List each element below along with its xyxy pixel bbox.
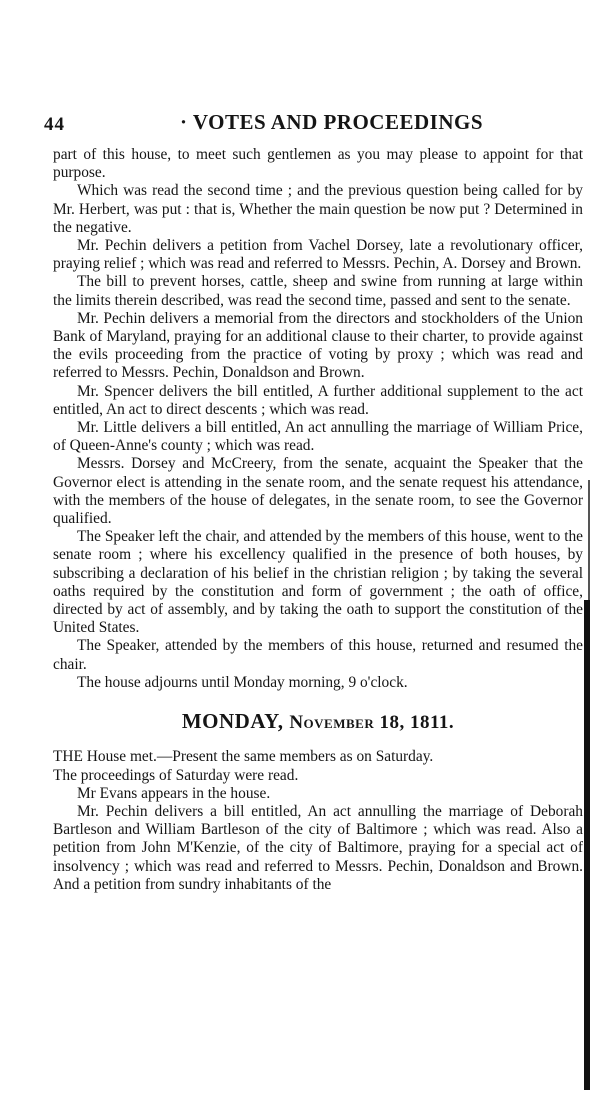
running-head: · VOTES AND PROCEEDINGS — [180, 110, 484, 134]
paragraph: Mr. Spencer delivers the bill entitled, A further additional supplement to the act entitled, An act to direct descents ; which was read. — [53, 382, 583, 418]
paragraph: The Speaker, attended by the members of this house, returned and resumed the chair. — [53, 637, 583, 673]
paragraph: Mr. Pechin delivers a petition from Vachel Dorsey, late a revolutionary officer, praying relief ; which was read and referred to Messrs. Pechin, A. Dorsey and Brown. — [53, 237, 583, 273]
paragraph: part of this house, to meet such gentlemen as you may please to appoint for that purpose. — [53, 146, 583, 182]
body-text — [53, 146, 583, 894]
page-edge-shadow — [588, 480, 590, 600]
paragraph: Mr. Pechin delivers a bill entitled, An act annulling the marriage of Deborah Bartleson and William Bartleson of the city of Baltimore ; which was read. Also a petition from John M'Kenzie, of the city of Baltimore, praying for a special act of insolvency ; which was read and referred to Messrs. Pechin, Donaldson and Brown. And a petition from sundry inhabitants of the — [53, 802, 583, 893]
paragraph: THE House met.—Present the same members as on Saturday. — [53, 748, 434, 766]
paragraph: The bill to prevent horses, cattle, sheep and swine from running at large within the limits therein described, was read the second time, passed and sent to the senate. — [53, 273, 583, 309]
paragraph: The Speaker left the chair, and attended by the members of this house, went to the senate room ; where his excellency qualified in the presence of both houses, by subscribing a declaration of his belief in the christian religion ; by taking the several oaths required by the constitution and form of government ; the oath of office, directed by act of assembly, and by taking the oath to support the constitution of the United States. — [53, 528, 583, 637]
page-number: 44 — [44, 114, 65, 135]
paragraph: Mr. Pechin delivers a memorial from the directors and stockholders of the Union Bank of Maryland, praying for an additional clause to their charter, to provide against the evils proceeding from the practice of voting by proxy ; which was read and referred to Messrs. Pechin, Donaldson and Brown. — [53, 309, 583, 382]
heading-date: November 18, 1811. — [289, 712, 455, 734]
page-header — [0, 100, 600, 140]
section-heading — [53, 709, 583, 734]
heading-day: MONDAY, — [181, 709, 284, 734]
paragraph: Mr. Little delivers a bill entitled, An act annulling the marriage of William Price, of Queen-Anne's county ; which was read. — [53, 419, 583, 455]
paragraph: Mr Evans appears in the house. — [77, 784, 271, 802]
page-edge-shadow — [584, 600, 590, 1090]
paragraph: The house adjourns until Monday morning, 9 o'clock. — [77, 673, 408, 691]
paragraph: Messrs. Dorsey and McCreery, from the senate, acquaint the Speaker that the Governor elect is attending in the senate room, and the senate request his attendance, with the members of the house of delegates, in the senate room, to see the Governor qualified. — [53, 455, 583, 528]
paragraph: Which was read the second time ; and the previous question being called for by Mr. Herbert, was put : that is, Whether the main question be now put ? Determined in the negative. — [53, 182, 583, 236]
paragraph: The proceedings of Saturday were read. — [53, 766, 299, 784]
